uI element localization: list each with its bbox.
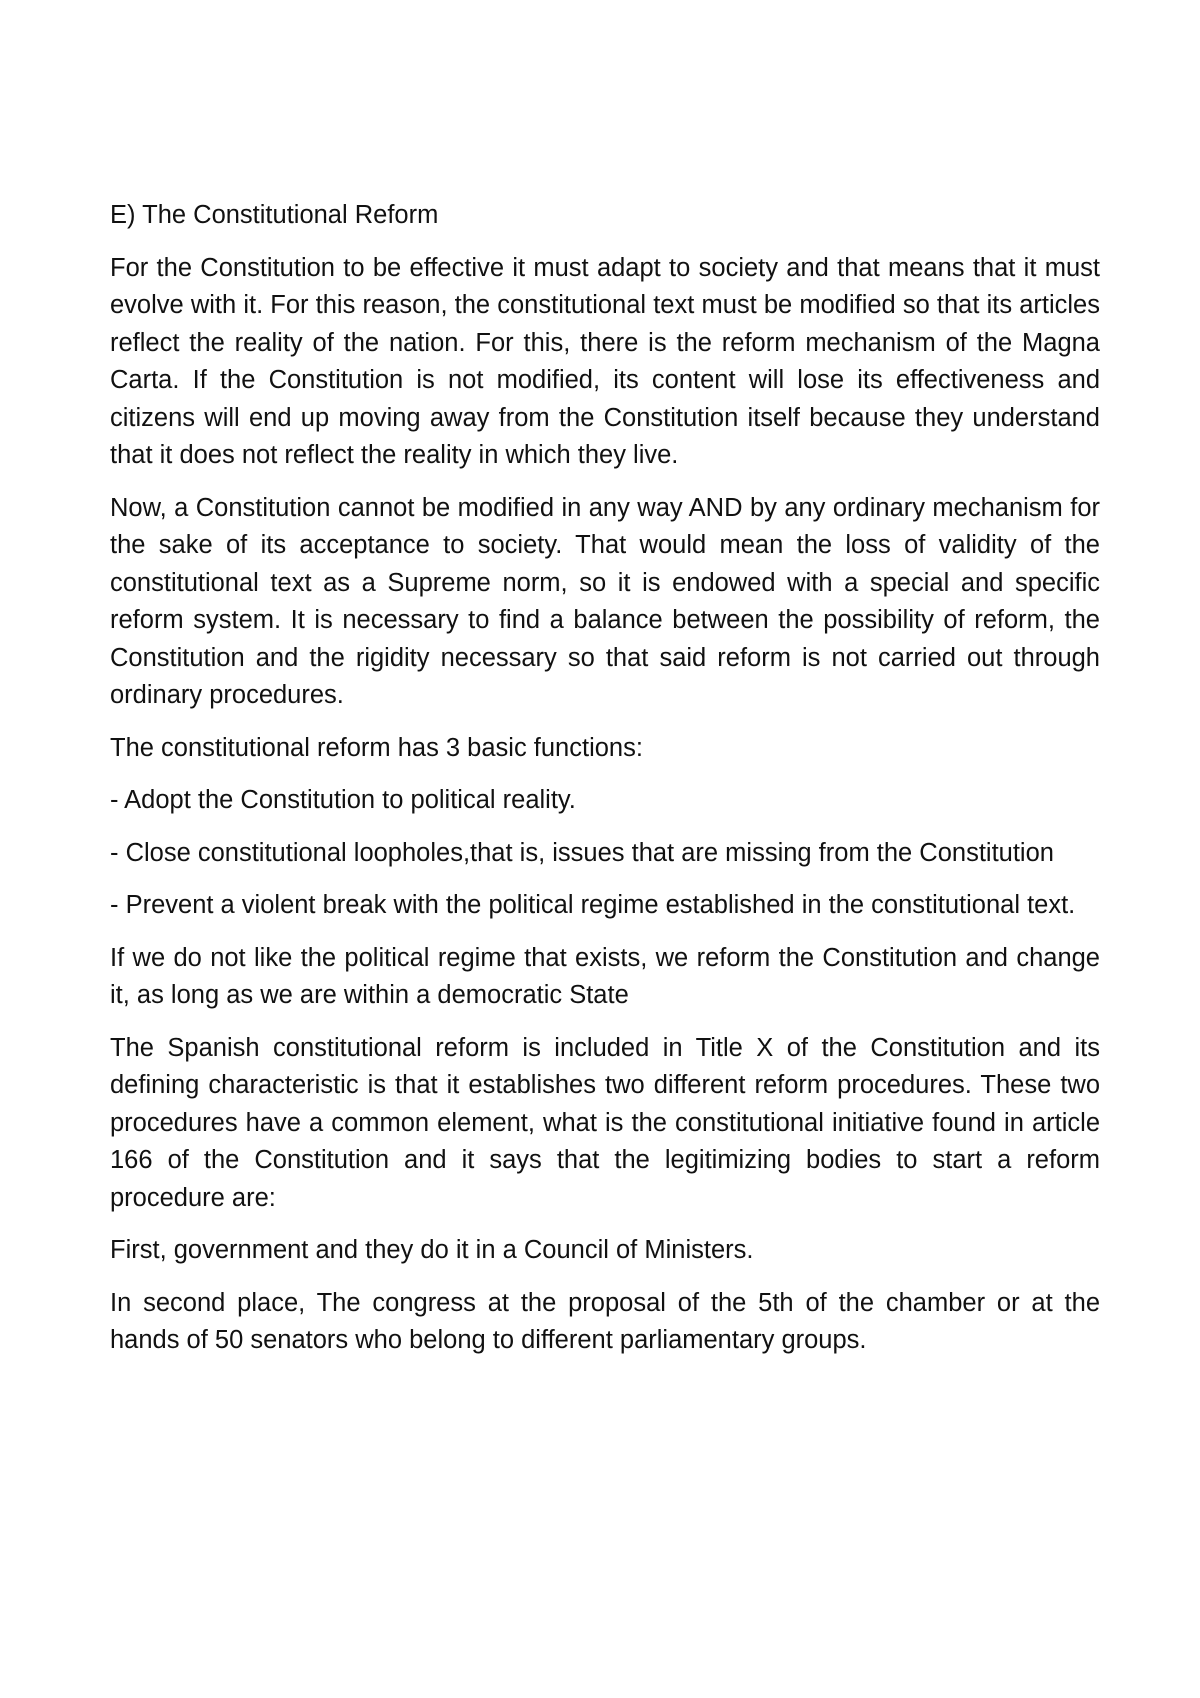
- paragraph-basic-functions-intro: The constitutional reform has 3 basic functions:: [110, 733, 643, 762]
- paragraph-political-regime: If we do not like the political regime that exists, we reform the Constitution and change it, as long as we are within a democratic State: [110, 943, 1100, 1009]
- list-item-adopt: - Adopt the Constitution to political reality.: [110, 786, 576, 814]
- paragraph-spanish-reform: The Spanish constitutional reform is included in Title X of the Constitution and its defining characteristic is that it establishes two different reform procedures. These two procedures have a common element, what is the constitutional initiative found in article 166 of the Constitution and it says that the legitimizing bodies to start a reform procedure are:: [110, 1033, 1100, 1212]
- document-body: [110, 197, 1100, 1375]
- paragraph-second-congress: In second place, The congress at the proposal of the 5th of the chamber or at the hands of 50 senators who belong to different parliamentary groups.: [110, 1288, 1100, 1354]
- paragraph-first-government: First, government and they do it in a Council of Ministers.: [110, 1236, 754, 1264]
- list-item-prevent-break: - Prevent a violent break with the political regime established in the constitutional text.: [110, 891, 1076, 919]
- section-heading: E) The Constitutional Reform: [110, 201, 439, 229]
- list-item-close-loopholes: - Close constitutional loopholes,that is, issues that are missing from the Constitution: [110, 838, 1054, 867]
- paragraph-modification-limits: Now, a Constitution cannot be modified in any way AND by any ordinary mechanism for the sake of its acceptance to society. That would mean the loss of validity of the constitutional text as a Supreme norm, so it is endowed with a special and specific reform system. It is necessary to find a balance between the possibility of reform, the Constitution and the rigidity necessary so that said reform is not carried out through ordinary procedures.: [110, 493, 1100, 709]
- paragraph-constitution-adapt: For the Constitution to be effective it must adapt to society and that means that it must evolve with it. For this reason, the constitutional text must be modified so that its articles reflect the reality of the nation. For this, there is the reform mechanism of the Magna Carta. If the Constitution is not modified, its content will lose its effectiveness and citizens will end up moving away from the Constitution itself because they understand that it does not reflect the reality in which they live.: [110, 253, 1100, 469]
